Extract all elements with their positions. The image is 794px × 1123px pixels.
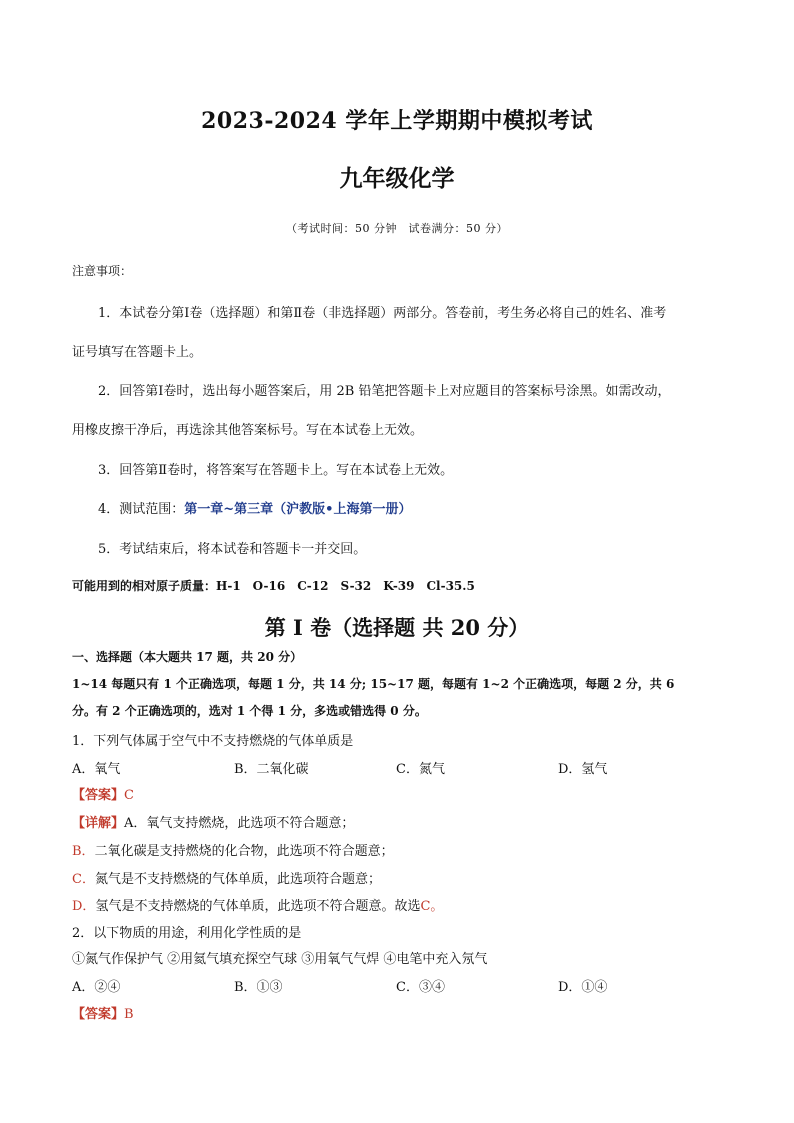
q1-stem: 1．下列气体属于空气中不支持燃烧的气体单质是 — [72, 734, 354, 749]
notice-item-4 — [98, 498, 411, 517]
q1-detail-b-text: 二氧化碳是支持燃烧的化合物，此选项不符合题意； — [94, 844, 394, 859]
q2-answer-value: B — [124, 1007, 134, 1022]
exam-subject: 九年级化学 — [339, 165, 455, 192]
q2-answer — [72, 1003, 134, 1022]
exam-info: （考试时间：50 分钟 试卷满分：50 分） — [286, 222, 508, 235]
q1-detail-b-letter: B． — [72, 844, 95, 859]
section-heading: 第 I 卷（选择题 共 20 分） — [264, 615, 530, 640]
q1-detail-d — [72, 895, 443, 914]
q1-detail-c-letter: C． — [72, 872, 95, 887]
q1-option-c: C．氮气 — [396, 762, 445, 777]
notice-item-1a: 1．本试卷分第Ⅰ卷（选择题）和第Ⅱ卷（非选择题）两部分。答卷前，考生务必将自己的姓名、准考 — [98, 306, 667, 321]
atomic-mass-line: 可能用到的相对原子质量：H-1 O-16 C-12 S-32 K-39 Cl-35.5 — [72, 579, 475, 593]
notice-item-2b: 用橡皮擦干净后，再选涂其他答案标号。写在本试卷上无效。 — [72, 423, 424, 438]
q2-answer-label: 【答案】 — [72, 1007, 125, 1022]
q1-option-d: D．氢气 — [558, 762, 608, 777]
q1-option-a: A．氧气 — [72, 762, 121, 777]
q2-option-a: A．②④ — [72, 980, 121, 995]
q1-detail-label: 【详解】 — [72, 816, 125, 831]
q1-detail-b — [72, 840, 394, 859]
q1-option-b: B．二氧化碳 — [234, 762, 309, 777]
notice-item-1b: 证号填写在答题卡上。 — [72, 345, 203, 360]
scoring-rule-a: 1~14 每题只有 1 个正确选项，每题 1 分，共 14 分; 15~17 题，每题有 1~2 个正确选项，每题 2 分，共 6 — [72, 677, 675, 691]
notice-item-5: 5．考试结束后，将本试卷和答题卡一并交回。 — [98, 542, 367, 557]
q1-detail-a-text: A．氧气支持燃烧，此选项不符合题意； — [124, 816, 355, 831]
q1-detail-a — [72, 812, 354, 831]
exam-title: 2023-2024 学年上学期期中模拟考试 — [201, 108, 593, 134]
scoring-rule-b: 分。有 2 个正确选项的，选对 1 个得 1 分，多选或错选得 0 分。 — [72, 704, 427, 718]
q2-option-b: B．①③ — [234, 980, 283, 995]
q1-detail-d-answer: C。 — [420, 899, 444, 914]
notice-heading: 注意事项： — [72, 264, 133, 278]
notice-item-4-prefix: 4．测试范围： — [98, 502, 185, 517]
notice-item-3: 3．回答第Ⅱ卷时，将答案写在答题卡上。写在本试卷上无效。 — [98, 463, 454, 478]
test-scope: 第一章~第三章（沪教版•上海第一册） — [184, 502, 412, 517]
q1-detail-c-text: 氮气是不支持燃烧的气体单质，此选项符合题意； — [94, 872, 381, 887]
q2-option-d: D．①④ — [558, 980, 608, 995]
q1-detail-d-letter: D． — [72, 899, 96, 914]
q1-detail-d-text: 氢气是不支持燃烧的气体单质，此选项不符合题意。故选 — [95, 899, 421, 914]
q2-stem: 2．以下物质的用途，利用化学性质的是 — [72, 926, 302, 941]
q1-answer — [72, 784, 134, 803]
q2-items: ①氮气作保护气 ②用氦气填充探空气球 ③用氧气气焊 ④电笔中充入氖气 — [72, 952, 488, 967]
q1-detail-c — [72, 868, 381, 887]
q1-answer-value: C — [124, 788, 134, 803]
part-title: 一、选择题（本大题共 17 题，共 20 分） — [72, 650, 303, 664]
notice-item-2a: 2．回答第Ⅰ卷时，选出每小题答案后，用 2B 铅笔把答题卡上对应题目的答案标号涂黑。如需改动， — [98, 384, 671, 399]
q2-option-c: C．③④ — [396, 980, 445, 995]
q1-answer-label: 【答案】 — [72, 788, 125, 803]
